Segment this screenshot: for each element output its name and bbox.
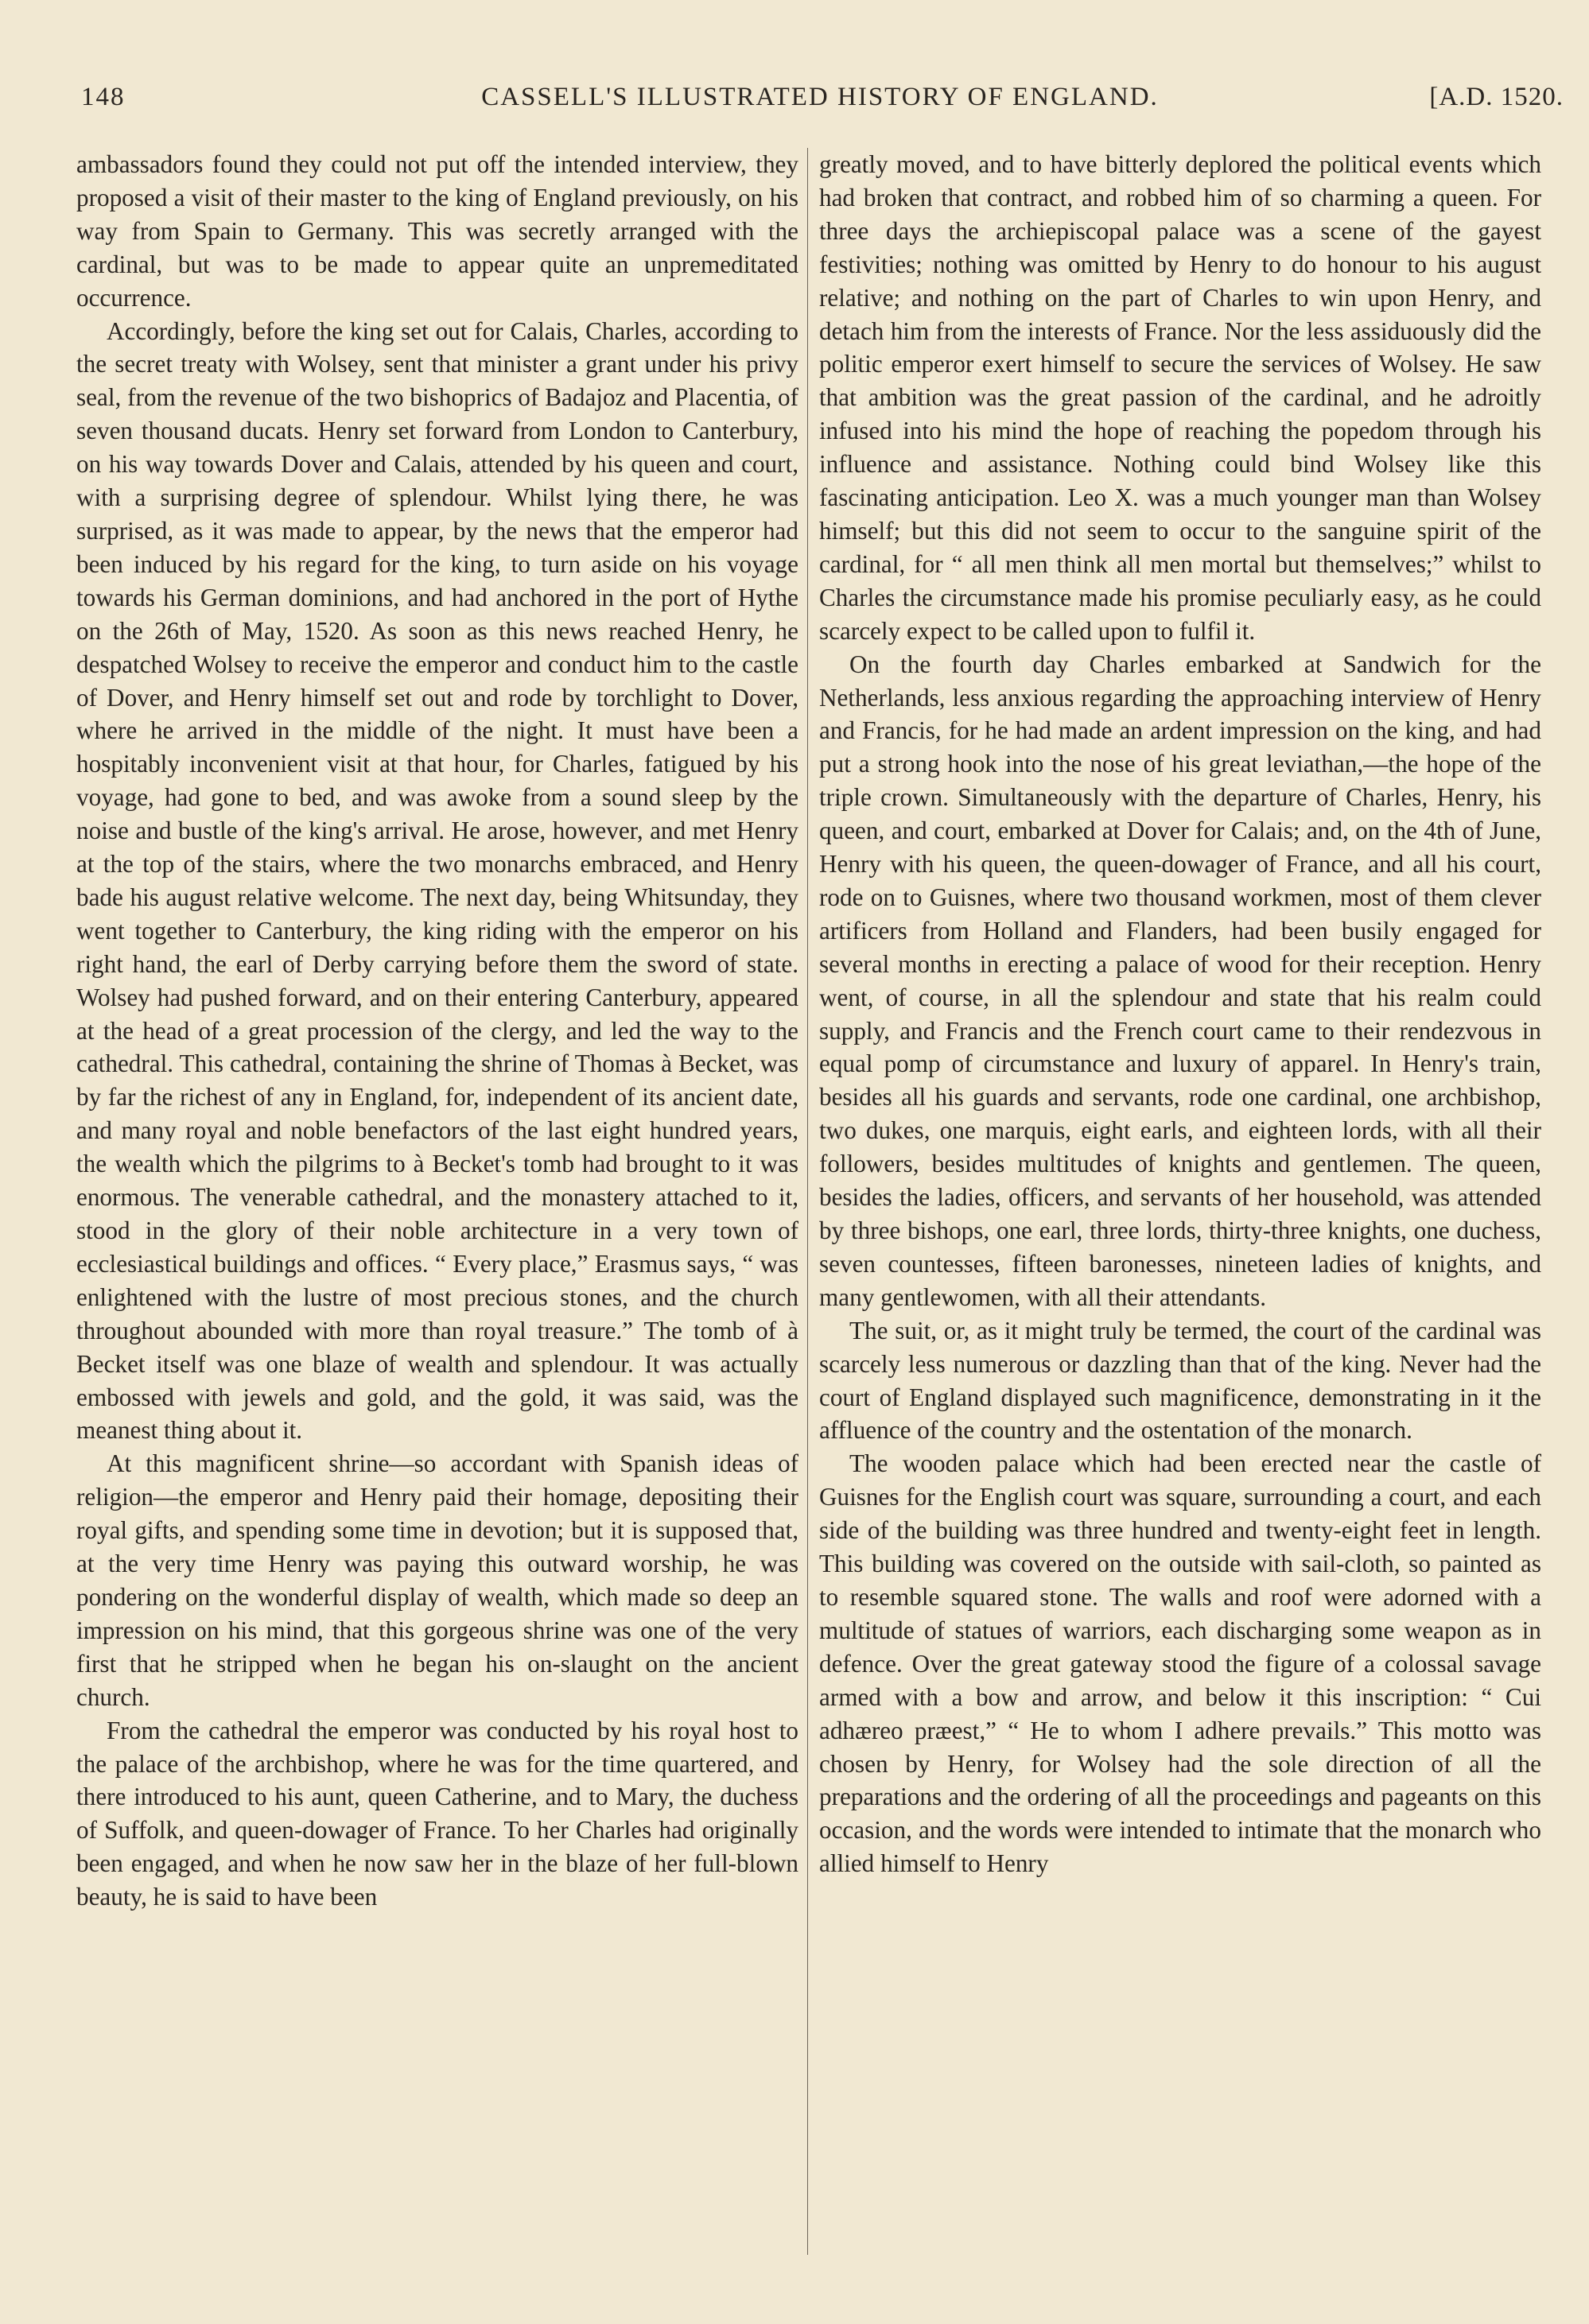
date-marker: [A.D. 1520. bbox=[1429, 83, 1564, 111]
left-column bbox=[76, 148, 798, 1914]
running-header bbox=[76, 83, 1564, 124]
page-number: 148 bbox=[81, 83, 126, 111]
column-divider bbox=[807, 148, 808, 2255]
paragraph: ambassadors found they could not put off the intended interview, they proposed a visit of their master to the king of England previously, on his way from Spain to Germany. This was secretly arranged with the cardinal, but was to be made to appear quite an unpremeditated occurrence. bbox=[76, 150, 798, 312]
paragraph: The wooden palace which had been erected near the castle of Guisnes for the English court was square, surrounding a court, and each side of the building was three hundred and twenty-eight feet in length. This building was covered on the outside with sail-cloth, so painted as to resemble squared stone. The walls and roof were adorned with a multitude of statues of warriors, each discharging some weapon as in defence. Over the great gateway stood the figure of a colossal savage armed with a bow and arrow, and below it this inscription: “ Cui adhæreo præest,” “ He to whom I adhere prevails.” This motto was chosen by Henry, for Wolsey had the sole direction of all the preparations and the ordering of all the proceedings and pageants on this occasion, and the words were intended to intimate that the monarch who allied himself to Henry bbox=[819, 1449, 1541, 1878]
paragraph: Accordingly, before the king set out for Calais, Charles, according to the secret treaty with Wolsey, sent that minister a grant under his privy seal, from the revenue of the two bishoprics of Badajoz and Placentia, of seven thousand ducats. Henry set forward from London to Canterbury, on his way towards Dover and Calais, attended by his queen and court, with a surprising degree of splendour. Whilst lying there, he was surprised, as it was made to appear, by the news that the emperor had been induced by his regard for the king, to turn aside on his voyage towards his German dominions, and had anchored in the port of Hythe on the 26th of May, 1520. As soon as this news reached Henry, he despatched Wolsey to receive the emperor and conduct him to the castle of Dover, and Henry himself set out and rode by torchlight to Dover, where he arrived in the middle of the night. It must have been a hospitably inconvenient visit at that hour, for Charles, fatigued by his voyage, had gone to bed, and was awoke from a sound sleep by the noise and bustle of the king's arrival. He arose, however, and met Henry at the top of the stairs, where the two monarchs embraced, and Henry bade his august relative welcome. The next day, being Whitsunday, they went together to Canterbury, the king riding with the emperor on his right hand, the earl of Derby carrying before them the sword of state. Wolsey had pushed forward, and on their entering Canterbury, appeared at the head of a great procession of the clergy, and led the way to the cathedral. This cathedral, containing the shrine of Thomas à Becket, was by far the richest of any in England, for, independent of its ancient date, and many royal and noble benefactors of the last eight hundred years, the wealth which the pilgrims to à Becket's tomb had brought to it was enormous. The venerable cathedral, and the monastery attached to it, stood in the glory of their noble architecture in a very town of ecclesiastical buildings and offices. “ Every place,” Erasmus says, “ was enlightened with the lustre of most precious stones, and the church throughout abounded with more than royal treasure.” The tomb of à Becket itself was one blaze of wealth and splendour. It was actually embossed with jewels and gold, and the gold, it was said, was the meanest thing about it. bbox=[76, 316, 798, 1445]
paragraph: On the fourth day Charles embarked at Sandwich for the Netherlands, less anxious regarding the approaching interview of Henry and Francis, for he had made an ardent impression on the king, and had put a strong hook into the nose of his great leviathan,—the hope of the triple crown. Simultaneously with the departure of Charles, Henry, his queen, and court, embarked at Dover for Calais; and, on the 4th of June, Henry with his queen, the queen-dowager of France, and all his court, rode on to Guisnes, where two thousand workmen, most of them clever artificers from Holland and Flanders, had been busily engaged for several months in erecting a palace of wood for their reception. Henry went, of course, in all the splendour and state that his realm could supply, and Francis and the French court came to their rendezvous in equal pomp of circumstance and luxury of apparel. In Henry's train, besides all his guards and servants, rode one cardinal, one archbishop, two dukes, one marquis, eight earls, and eighteen lords, with all their followers, besides multitudes of knights and gentlemen. The queen, besides the ladies, officers, and servants of her household, was attended by three bishops, one earl, three lords, thirty-three knights, one duchess, seven countesses, fifteen baronesses, nineteen ladies of knights, and many gentlewomen, with all their attendants. bbox=[819, 650, 1541, 1311]
paragraph: At this magnificent shrine—so accordant with Spanish ideas of religion—the emperor and Henry paid their homage, depositing their royal gifts, and spending some time in devotion; but it is supposed that, at the very time Henry was paying this outward worship, he was pondering on the wonderful display of wealth, which made so deep an impression on his mind, that this gorgeous shrine was one of the very first that he stripped when he began his on-slaught on the ancient church. bbox=[76, 1449, 798, 1711]
right-column bbox=[819, 148, 1541, 1880]
paragraph: The suit, or, as it might truly be termed, the court of the cardinal was scarcely less numerous or dazzling than that of the king. Never had the court of England displayed such magnificence, demonstrating in it the affluence of the country and the ostentation of the monarch. bbox=[819, 1316, 1541, 1445]
paragraph: greatly moved, and to have bitterly deplored the political events which had broken that contract, and robbed him of so charming a queen. For three days the archiepiscopal palace was a scene of the gayest festivities; nothing was omitted by Henry to do honour to his august relative; and nothing on the part of Charles to win upon Henry, and detach him from the interests of France. Nor the less assiduously did the politic emperor exert himself to secure the services of Wolsey. He saw that ambition was the great passion of the cardinal, and he adroitly infused into his mind the hope of reaching the popedom through his influence and assistance. Nothing could bind Wolsey like this fascinating anticipation. Leo X. was a much younger man than Wolsey himself; but this did not seem to occur to the sanguine spirit of the cardinal, for “ all men think all men mortal but themselves;” whilst to Charles the circumstance made his promise peculiarly easy, as he could scarcely expect to be called upon to fulfil it. bbox=[819, 150, 1541, 645]
running-title: CASSELL'S ILLUSTRATED HISTORY OF ENGLAND. bbox=[481, 83, 1159, 111]
paragraph: From the cathedral the emperor was conducted by his royal host to the palace of the archbishop, where he was for the time quartered, and there introduced to his aunt, queen Catherine, and to Mary, the duchess of Suffolk, and queen-dowager of France. To her Charles had originally been engaged, and when he now saw her in the blaze of her full-blown beauty, he is said to have been bbox=[76, 1716, 798, 1911]
